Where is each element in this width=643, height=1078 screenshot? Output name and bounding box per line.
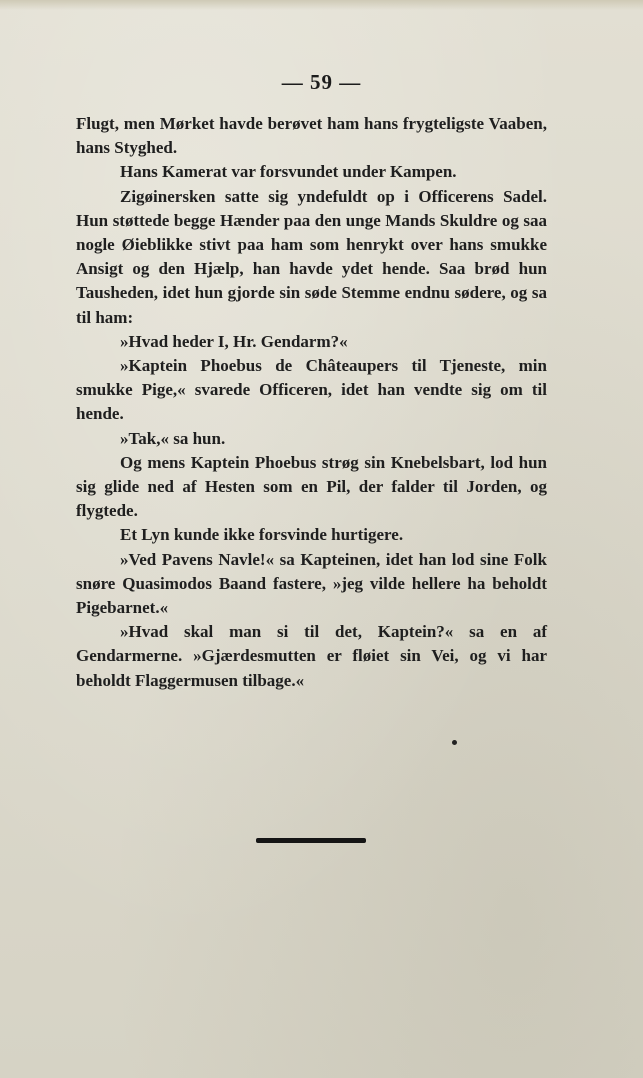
paragraph: Zigøinersken satte sig yndefuldt op i Officerens Sadel. Hun støttede begge Hænder paa den unge Mands Skuldre og saa nogle Øieblikke stivt paa ham som henrykt over hans smukke Ansigt og den Hjælp, han havde ydet hende. Saa brød hun Tausheden, idet hun gjorde sin søde Stemme endnu sødere, og sa til ham:	[76, 186, 547, 327]
paragraph: »Kaptein Phoebus de Châteaupers til Tjeneste, min smukke Pige,« svarede Officeren, idet han vendte sig om til hende.	[76, 356, 547, 424]
body-text	[76, 112, 547, 693]
paragraph: »Tak,« sa hun.	[120, 428, 226, 448]
ink-dot	[452, 740, 457, 745]
paragraph: »Hvad skal man si til det, Kaptein?« sa en af Gendarmerne. »Gjærdesmutten er fløiet sin Vei, og vi har beholdt Flaggermusen tilbage.«	[76, 622, 547, 690]
page-top-edge	[0, 0, 643, 10]
paragraph: »Ved Pavens Navle!« sa Kapteinen, idet han lod sine Folk snøre Quasimodos Baand fastere, »jeg vilde hellere ha beholdt Pigebarnet.«	[76, 549, 547, 618]
paragraph: Og mens Kaptein Phoebus strøg sin Knebelsbart, lod hun sig glide ned af Hesten som en Pil, der falder til Jorden, og flygtede.	[76, 452, 547, 521]
paragraph: Et Lyn kunde ikke forsvinde hurtigere.	[120, 525, 404, 545]
end-rule-divider	[256, 838, 366, 843]
paragraph: Hans Kamerat var forsvundet under Kampen.	[120, 162, 457, 182]
paragraph: Flugt, men Mørket havde berøvet ham hans frygteligste Vaaben, hans Styghed.	[76, 114, 547, 158]
paragraph: »Hvad heder I, Hr. Gendarm?«	[120, 331, 348, 351]
page-number: — 59 —	[281, 70, 362, 94]
